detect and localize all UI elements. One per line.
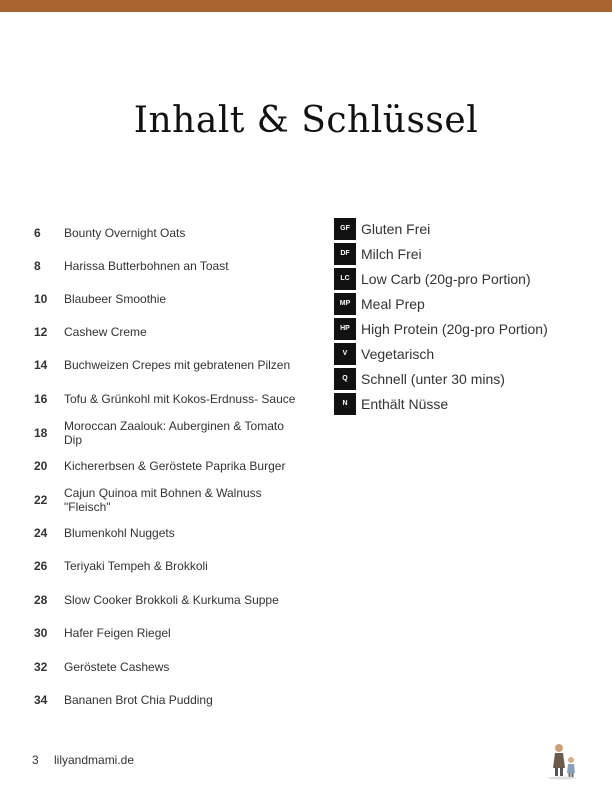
page-title: Inhalt & Schlüssel — [133, 100, 479, 141]
toc-page-number: 12 — [34, 325, 48, 339]
toc-page-number: 14 — [34, 358, 48, 372]
key-label: Enthält Nüsse — [361, 395, 449, 412]
key-item — [334, 316, 548, 341]
key-label: Schnell (unter 30 mins) — [361, 370, 505, 387]
key-item — [334, 366, 548, 391]
toc-page-number: 34 — [34, 693, 48, 707]
footer-page-number: 3 — [32, 753, 39, 767]
toc-recipe-title: Hafer Feigen Riegel — [64, 626, 171, 640]
symbol-key — [334, 216, 548, 416]
toc-page-number: 30 — [34, 626, 48, 640]
toc-page-number: 10 — [34, 292, 48, 306]
toc-page-number: 32 — [34, 660, 48, 674]
toc-recipe-title: Slow Cooker Brokkoli & Kurkuma Suppe — [64, 593, 279, 607]
footer-website-link[interactable]: lilyandmami.de — [54, 753, 135, 767]
toc-page-number: 18 — [34, 426, 48, 440]
key-item — [334, 291, 548, 316]
quick-badge-icon: Q — [334, 368, 356, 390]
toc-recipe-title: Cashew Creme — [64, 325, 147, 339]
key-label: Low Carb (20g-pro Portion) — [361, 270, 531, 287]
toc-page-number: 22 — [34, 493, 48, 507]
key-label: High Protein (20g-pro Portion) — [361, 320, 548, 337]
key-item — [334, 241, 548, 266]
toc-page-number: 20 — [34, 459, 48, 473]
gluten-free-badge-icon: GF — [334, 218, 356, 240]
toc-page-number: 26 — [34, 559, 48, 573]
low-carb-badge-icon: LC — [334, 268, 356, 290]
toc-recipe-title: Teriyaki Tempeh & Brokkoli — [64, 559, 208, 573]
toc-page-number: 8 — [34, 259, 41, 273]
top-accent-bar — [0, 0, 612, 12]
toc-recipe-title: Moroccan Zaalouk: Auberginen & Tomato Dip — [64, 419, 284, 447]
toc-page-number: 16 — [34, 392, 48, 406]
key-label: Milch Frei — [361, 245, 422, 262]
toc-recipe-title: Tofu & Grünkohl mit Kokos-Erdnuss- Sauce — [64, 392, 296, 406]
key-label: Meal Prep — [361, 295, 425, 312]
toc-page-number: 24 — [34, 526, 48, 540]
meal-prep-badge-icon: MP — [334, 293, 356, 315]
key-item — [334, 341, 548, 366]
contains-nuts-badge-icon: N — [334, 393, 356, 415]
key-label: Vegetarisch — [361, 345, 435, 362]
key-item — [334, 216, 548, 241]
illustration-logo-icon — [544, 740, 580, 780]
toc-recipe-title: Buchweizen Crepes mit gebratenen Pilzen — [64, 358, 291, 372]
adult-figure-icon — [553, 744, 565, 776]
child-figure-icon — [567, 757, 575, 777]
key-label: Gluten Frei — [361, 220, 431, 237]
key-item — [334, 391, 548, 416]
high-protein-badge-icon: HP — [334, 318, 356, 340]
toc-recipe-title: Harissa Butterbohnen an Toast — [64, 259, 229, 273]
toc-recipe-title: Bananen Brot Chia Pudding — [64, 693, 213, 707]
toc-recipe-title: Geröstete Cashews — [64, 660, 170, 674]
vegetarian-badge-icon: V — [334, 343, 356, 365]
toc-recipe-title: Kichererbsen & Geröstete Paprika Burger — [64, 459, 286, 473]
toc-page-number: 28 — [34, 593, 48, 607]
toc-page-number: 6 — [34, 226, 41, 240]
key-item — [334, 266, 548, 291]
dairy-free-badge-icon: DF — [334, 243, 356, 265]
toc-recipe-title: Blaubeer Smoothie — [64, 292, 167, 306]
toc-recipe-title: Blumenkohl Nuggets — [64, 526, 175, 540]
toc-recipe-title: Cajun Quinoa mit Bohnen & Walnuss "Fleisch" — [64, 486, 262, 514]
toc-recipe-title: Bounty Overnight Oats — [64, 226, 186, 240]
